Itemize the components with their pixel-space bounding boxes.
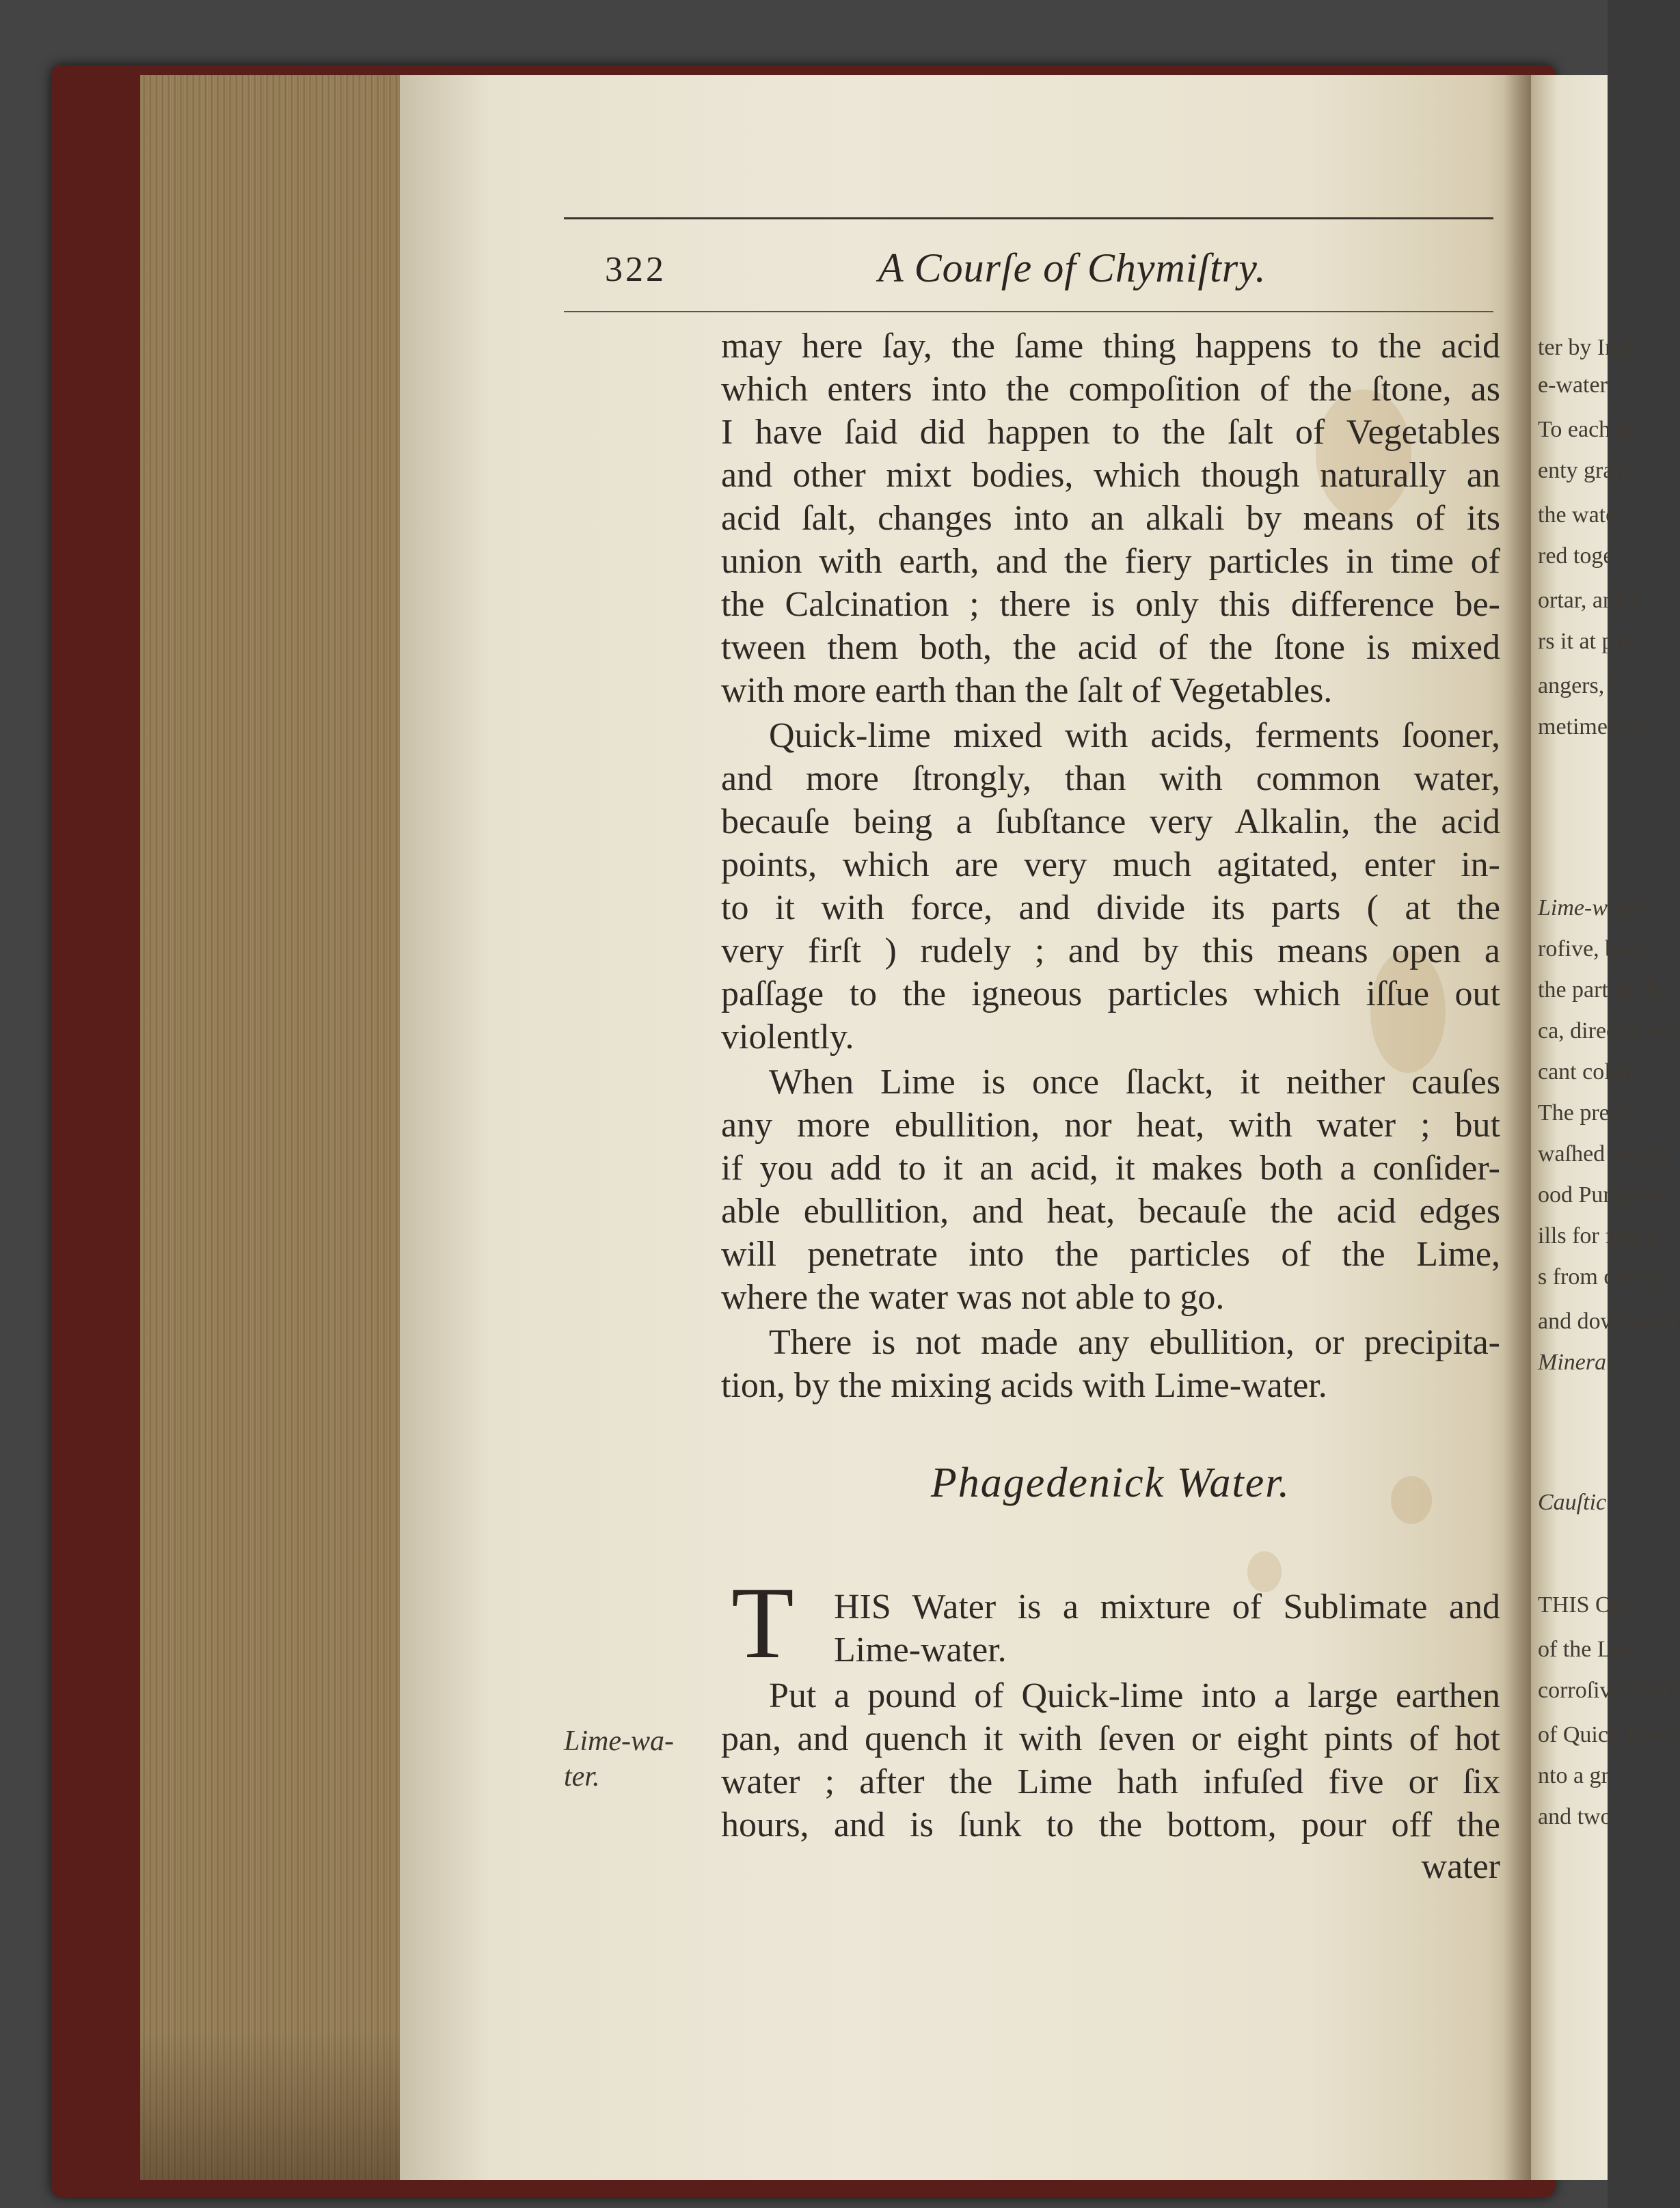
running-head: A Courſe of Chymiſtry. [878, 245, 1266, 290]
text-line: and more ſtrongly, than with common water, [721, 759, 1500, 798]
facing-page-line: ca, directly mi [1538, 1018, 1672, 1044]
text-line: There is not made any ebullition, or precipita- [769, 1323, 1500, 1362]
paragraph [721, 1321, 1500, 1407]
facing-page-line: the part of th [1538, 977, 1657, 1003]
facing-page-line: red toget [1538, 543, 1620, 569]
text-line: the Calcination ; there is only this difference be- [721, 585, 1500, 624]
text-line: acid ſalt, changes into an alkali by means of its [721, 499, 1500, 538]
facing-page-line: of the Lee [1538, 1637, 1632, 1662]
facing-page-line: the wate [1538, 502, 1616, 528]
text-line: union with earth, and the fiery particles in time of [721, 542, 1500, 581]
text-line: becauſe being a ſubſtance very Alkalin, the acid [721, 802, 1500, 841]
facing-page-line: The precip [1538, 1100, 1638, 1126]
facing-page-line: To each pi [1538, 417, 1635, 442]
facing-page-line: angers, b [1538, 673, 1622, 698]
facing-page-line: and two [1538, 1804, 1612, 1829]
facing-page-line: and downward [1538, 1309, 1676, 1334]
text-line: able ebullition, and heat, becauſe the acid edges [721, 1192, 1500, 1231]
facing-page-line: enty grain [1538, 458, 1631, 483]
text-line: I have ſaid did happen to the ſalt of Vegetables [721, 413, 1500, 452]
text-line: Quick-lime mixed with acids, ferments ſooner, [769, 716, 1500, 755]
facing-page-line: rofive, beca [1538, 936, 1648, 962]
text-line: with more earth than the ſalt of Vegetables. [721, 671, 1333, 710]
facing-page-line: THIS Ope [1538, 1592, 1634, 1618]
margin-note-line: ter. [564, 1761, 600, 1793]
facing-page-line: ood Purgative [1538, 1182, 1668, 1208]
paragraph [834, 1585, 1500, 1672]
section-heading: Phagedenick Water. [930, 1460, 1291, 1506]
paragraph [721, 325, 1500, 712]
header-rule [564, 217, 1493, 219]
text-line: Put a pound of Quick-lime into a large earthen [769, 1676, 1500, 1715]
facing-page-line: corroſive than i [1538, 1678, 1680, 1703]
paragraph [721, 1674, 1500, 1846]
paragraph [721, 1061, 1500, 1319]
text-line: tween them both, the acid of the ſtone is mixed [721, 628, 1500, 667]
text-line: if you add to it an acid, it makes both a conſider- [721, 1149, 1500, 1188]
text-line: very firſt ) rudely ; and by this means open a [721, 931, 1500, 970]
text-line: points, which are very much agitated, enter in- [721, 845, 1500, 884]
facing-page-line: Mineral. [1538, 1350, 1619, 1375]
text-line: will penetrate into the particles of the Lime, [721, 1235, 1500, 1274]
facing-page-line: s from one gr [1538, 1264, 1663, 1290]
facing-page-line: e-water. [1538, 372, 1612, 398]
text-line: may here ſay, the ſame thing happens to the acid [721, 327, 1500, 366]
facing-page-line: waſhed and dr [1538, 1141, 1670, 1167]
text-line: HIS Water is a mixture of Sublimate and [834, 1587, 1500, 1626]
text-line: violently. [721, 1018, 854, 1057]
text-line: any more ebullition, nor heat, with water ; but [721, 1106, 1500, 1145]
page-edges [140, 75, 401, 2180]
facing-page-line: ter by Incl [1538, 335, 1634, 360]
facing-page-line: Cauſtic [1538, 1490, 1607, 1515]
catchword: water [1421, 1847, 1500, 1886]
facing-page-line: cant colou [1538, 1059, 1634, 1085]
facing-page-line: rs it at pre [1538, 629, 1631, 654]
catchword-row [721, 1845, 1500, 1888]
text-line: paſſage to the igneous particles which iſſue out [721, 974, 1500, 1013]
text-line: When Lime is once ſlackt, it neither cauſes [769, 1063, 1500, 1102]
facing-page-line: nto a gr [1538, 1763, 1609, 1788]
page-number: 322 [605, 250, 666, 289]
facing-page-line: metimes Spi [1538, 714, 1654, 739]
margin-note-line: Lime-wa- [564, 1726, 674, 1757]
text-line: Lime-water. [834, 1631, 1007, 1669]
text-line: hours, and is ſunk to the bottom, pour off the [721, 1805, 1500, 1844]
text-line: tion, by the mixing acids with Lime-water. [721, 1366, 1327, 1405]
drop-cap: T [731, 1566, 794, 1680]
text-line: to it with force, and divide its parts ( at the [721, 888, 1500, 927]
text-line: which enters into the compoſition of the ſtone, as [721, 370, 1500, 409]
facing-page-line: of Quick-lime, [1538, 1722, 1675, 1747]
facing-page-line: ills for fear o [1538, 1223, 1659, 1249]
text-line: pan, and quench it with ſeven or eight pints of hot [721, 1719, 1500, 1758]
gutter-shadow [1504, 75, 1531, 2180]
text-line: water ; after the Lime hath infuſed five or ſix [721, 1762, 1500, 1801]
paragraph [721, 714, 1500, 1059]
facing-page-line: ortar, and t [1538, 588, 1638, 613]
text-line: where the water was not able to go. [721, 1278, 1225, 1317]
header-rule [564, 311, 1493, 312]
margin-note [564, 1723, 674, 1795]
text-line: and other mixt bodies, which though naturally an [721, 456, 1500, 495]
facing-page-line: Lime-water [1538, 895, 1645, 921]
